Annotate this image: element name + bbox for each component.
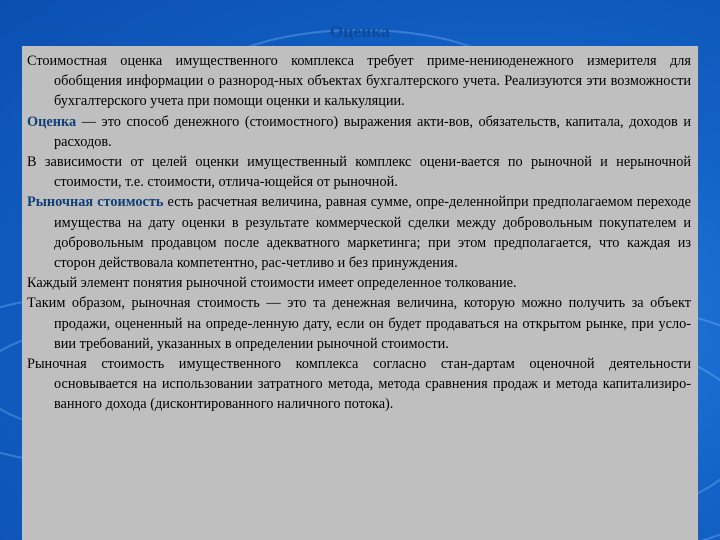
paragraph-text: Стоимостная оценка имущественного комплекса требует приме-нениюденежного измерителя для обобщения информации о разнород-ных объектах бухгалтерского учета. Реализуются эти возможности бухгалтерского учета при помощи оценки и калькуляции.: [27, 53, 691, 110]
paragraph-text: есть расчетная величина, равная сумме, опре-деленнойпри предполагаемом переходе имущества на дату оценки в результате коммерческой сделки между добровольным покупателем и добровольным продавцом после адекватного маркетинга; при этом предполагается, что каждая из сторон действовала компетентно, рас-четливо и без принуждения.: [54, 194, 691, 272]
paragraph: [27, 112, 691, 152]
paragraph-lead: Рыночная стоимость: [27, 194, 164, 211]
slide-title: Оценка: [329, 22, 391, 41]
paragraph: [27, 293, 691, 354]
paragraph-text: Рыночная стоимость имущественного комплекса согласно стан-дартам оценочной деятельности основывается на использовании затратного метода, метода сравнения продаж и метода капитализиро-ванного дохода (дисконтированного наличного потока).: [27, 356, 691, 413]
paragraph: [27, 354, 691, 415]
paragraph-text: — это способ денежного (стоимостного) выражения акти-вов, обязательств, капитала, доходов и расходов.: [54, 113, 691, 150]
paragraph: [27, 192, 691, 273]
paragraph: [27, 152, 691, 192]
paragraph-text: Таким образом, рыночная стоимость — это та денежная величина, которую можно получить за объект продажи, оцененный на опреде-ленную дату, если он будет продаваться на открытом рынке, при усло-вии требований, указанных в определении рыночной стоимости.: [27, 295, 691, 352]
paragraph-text: В зависимости от целей оценки имущественный комплекс оцени-вается по рыночной и нерыночной стоимости, т.е. стоимости, отлича-ющейся от рыночной.: [27, 154, 691, 191]
paragraph: [27, 273, 691, 293]
paragraph-lead: Оценка: [27, 113, 77, 130]
paragraph-text: Каждый элемент понятия рыночной стоимости имеет определенное толкование.: [27, 275, 517, 292]
paragraph: [27, 51, 691, 112]
text-content: [27, 51, 691, 415]
